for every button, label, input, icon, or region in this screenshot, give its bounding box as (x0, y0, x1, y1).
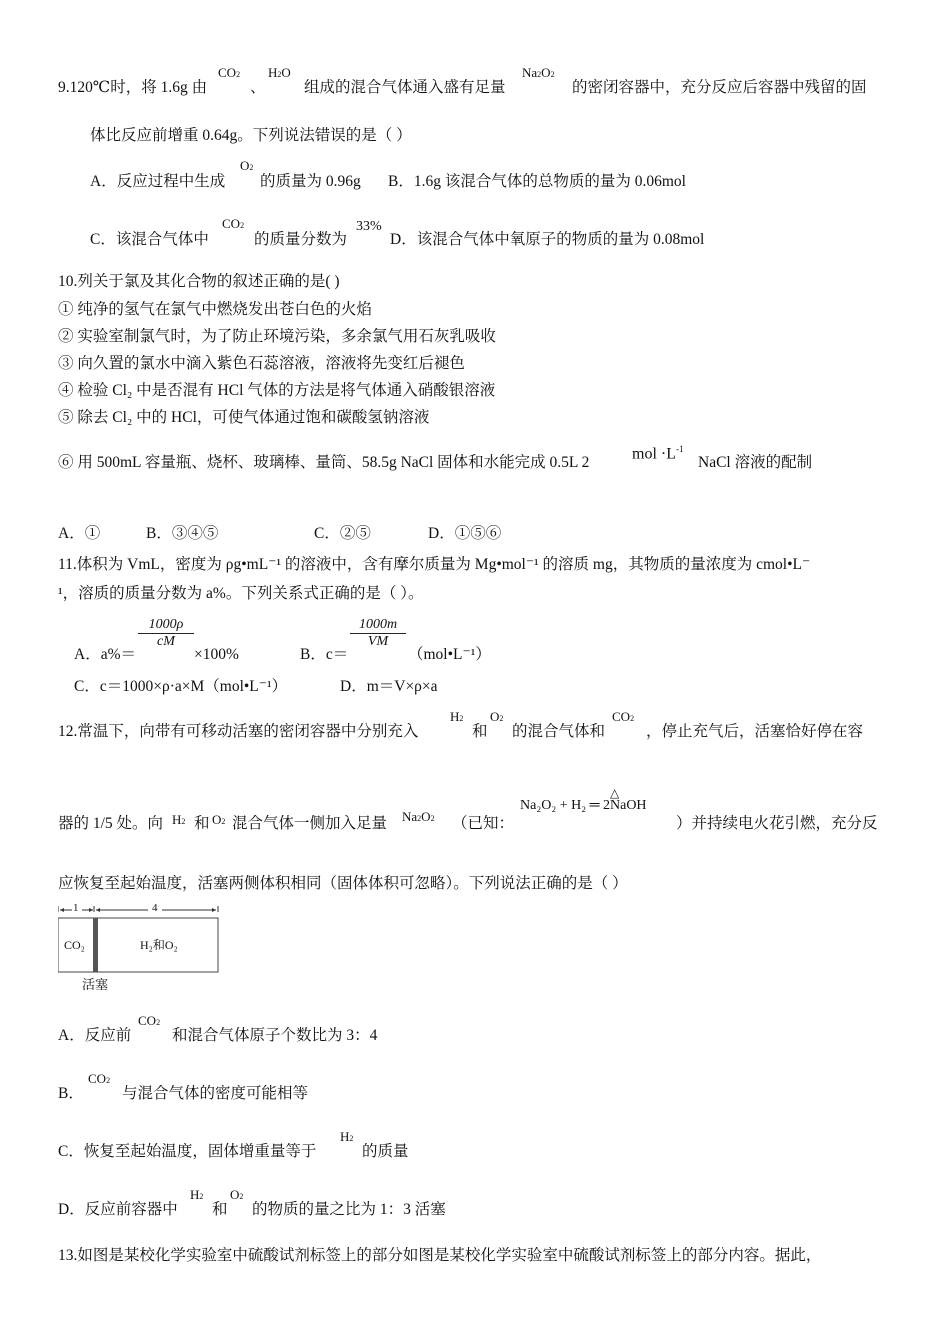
q10-option-b: B．③④⑤ (146, 525, 219, 542)
q12-line2-and: 和 (194, 815, 210, 832)
q11-line2: ¹，溶质的质量分数为 a%。下列关系式正确的是（ ）。 (58, 585, 424, 602)
q12-equation: Na₂O₂ + H₂ ═ 2NaOH (520, 798, 647, 813)
q10-statement-3: ③ 向久置的氯水中滴入紫色石蕊溶液，溶液将先变红后褪色 (58, 355, 465, 372)
q12-option-c-end: 的质量 (362, 1143, 409, 1160)
piston-label: 活塞 (82, 977, 109, 992)
q12-option-d-start: D．反应前容器中 (58, 1201, 178, 1218)
q12-option-a-end: 和混合气体原子个数比为 3：4 (172, 1027, 378, 1044)
q9-separator: 、 (250, 79, 266, 96)
q12-o2-formula-2: O2 (212, 812, 226, 827)
q12-option-d-o2: O2 (230, 1187, 244, 1202)
right-length-label: 4 (152, 902, 158, 914)
q12-line2-start: 器的 1/5 处。向 (58, 815, 164, 832)
q9-co2-formula-c: CO2 (222, 216, 245, 231)
q9-line1-mid: 组成的混合气体通入盛有足量 (304, 79, 506, 96)
q11-option-a-end: ×100% (194, 646, 239, 663)
q9-option-b: B．1.6g 该混合气体的总物质的量为 0.06mol (388, 173, 686, 190)
q11-option-b-numerator: 1000m (350, 617, 406, 634)
q11-option-a-start: A．a%＝ (74, 646, 136, 663)
q11-option-a-fraction (138, 617, 194, 650)
q12-line1-and: 和 (472, 723, 488, 740)
q11-option-b-end: （mol•L⁻¹） (408, 646, 491, 663)
q10-statement-6-end: NaCl 溶液的配制 (698, 454, 813, 471)
q10-option-c: C．②⑤ (314, 525, 371, 542)
left-chamber-label: CO₂ (64, 938, 85, 952)
q9-line2: 体比反应前增重 0.64g。下列说法错误的是（ ） (90, 127, 412, 144)
q13-line1: 13.如图是某校化学实验室中硫酸试剂标签上的部分如图是某校化学实验室中硫酸试剂标签上的部分内容。据此， (58, 1247, 822, 1264)
q10-option-d: D．①⑤⑥ (428, 525, 502, 542)
q9-option-c-mid: 的质量分数为 (254, 231, 348, 248)
q12-option-c-h2: H2 (340, 1129, 354, 1144)
q10-statement-2: ② 实验室制氯气时，为了防止环境污染，多余氯气用石灰乳吸收 (58, 328, 496, 345)
q11-option-b-start: B．c＝ (300, 646, 349, 663)
q12-line1-start: 12.常温下，向带有可移动活塞的密闭容器中分别充入 (58, 723, 419, 740)
q12-line3: 应恢复至起始温度，活塞两侧体积相同（固体体积可忽略）。下列说法正确的是（ ） (58, 875, 628, 892)
q12-option-c-start: C．恢复至起始温度，固体增重量等于 (58, 1143, 317, 1160)
q12-line1-end: ，停止充气后，活塞恰好停在容 (646, 723, 864, 740)
q11-line1: 11.体积为 VmL，密度为 ρg•mL⁻¹ 的溶液中，含有摩尔质量为 Mg•mol⁻¹ 的溶质 mg，其物质的量浓度为 cmol•L⁻ (58, 556, 811, 573)
q9-option-d: D．该混合气体中氧原子的物质的量为 0.08mol (390, 231, 705, 248)
q12-o2-formula: O2 (490, 709, 504, 724)
q10-statement-6: ⑥ 用 500mL 容量瓶、烧杯、玻璃棒、量筒、58.5g NaCl 固体和水能完成 0.5L 2 (58, 454, 590, 471)
q11-option-c: C．c＝1000×ρ·a×M（mol•L⁻¹） (74, 678, 288, 695)
q11-option-d: D．m＝V×ρ×a (340, 678, 438, 695)
q9-option-c-percent: 33% (356, 219, 382, 234)
q12-option-b-start: B． (58, 1085, 84, 1102)
q12-line2-end: ）并持续电火花引燃，充分反 (676, 815, 878, 832)
q9-line1-start: 9.120℃时，将 1.6g 由 (58, 79, 208, 96)
q9-option-a-end: 的质量为 0.96g (260, 173, 361, 190)
q10-statement-4: ④ 检验 Cl₂ 中是否混有 HCl 气体的方法是将气体通入硝酸银溶液 (58, 382, 496, 399)
q12-option-d-and: 和 (212, 1201, 228, 1218)
q12-co2-formula: CO2 (612, 709, 635, 724)
q12-option-d-end: 的物质的量之比为 1：3 活塞 (252, 1201, 446, 1218)
right-chamber-label: H₂和O₂ (140, 938, 178, 952)
q12-line2-given: （已知： (452, 815, 515, 832)
q9-o2-formula: O2 (240, 158, 254, 173)
q12-option-b-end: 与混合气体的密度可能相等 (122, 1085, 309, 1102)
q11-option-a-denominator: cM (157, 634, 175, 649)
left-length-label: 1 (73, 902, 79, 914)
q12-option-b-co2: CO2 (88, 1071, 111, 1086)
q10-statement-5: ⑤ 除去 Cl₂ 中的 HCl，可使气体通过饱和碳酸氢钠溶液 (58, 409, 430, 426)
q10-stem: 10.列关于氯及其化合物的叙述正确的是( ) (58, 273, 340, 290)
q12-line1-mid: 的混合气体和 (512, 723, 606, 740)
q11-option-a-numerator: 1000ρ (138, 617, 194, 634)
piston (93, 918, 98, 972)
q12-option-a-co2: CO2 (138, 1013, 161, 1028)
q12-option-d-h2: H2 (190, 1187, 204, 1202)
q12-option-a-start: A．反应前 (58, 1027, 132, 1044)
q10-unit: mol $\cdot L^{-1}$ (632, 444, 684, 463)
q10-statement-1: ① 纯净的氢气在氯气中燃烧发出苍白色的火焰 (58, 301, 372, 318)
q9-line1-end: 的密闭容器中，充分反应后容器中残留的固 (572, 79, 867, 96)
piston-diagram (58, 902, 222, 1002)
q9-na2o2-formula: Na2O2 (522, 65, 555, 80)
q9-option-a-start: A．反应过程中生成 (90, 173, 226, 190)
q10-option-a: A．① (58, 525, 101, 542)
q11-option-b-denominator: VM (367, 634, 389, 649)
q9-co2-formula: CO2 (218, 65, 241, 80)
q9-option-c-start: C．该混合气体中 (90, 231, 209, 248)
q12-h2-formula: H2 (450, 709, 464, 724)
q12-heat-condition: △ (610, 786, 620, 800)
q12-na2o2-formula: Na2O2 (402, 809, 435, 824)
q11-option-b-fraction (350, 617, 406, 650)
q12-h2-formula-2: H2 (172, 812, 186, 827)
q12-line2-mid: 混合气体一侧加入足量 (232, 815, 388, 832)
q9-h2o-formula: H2O (268, 65, 291, 80)
